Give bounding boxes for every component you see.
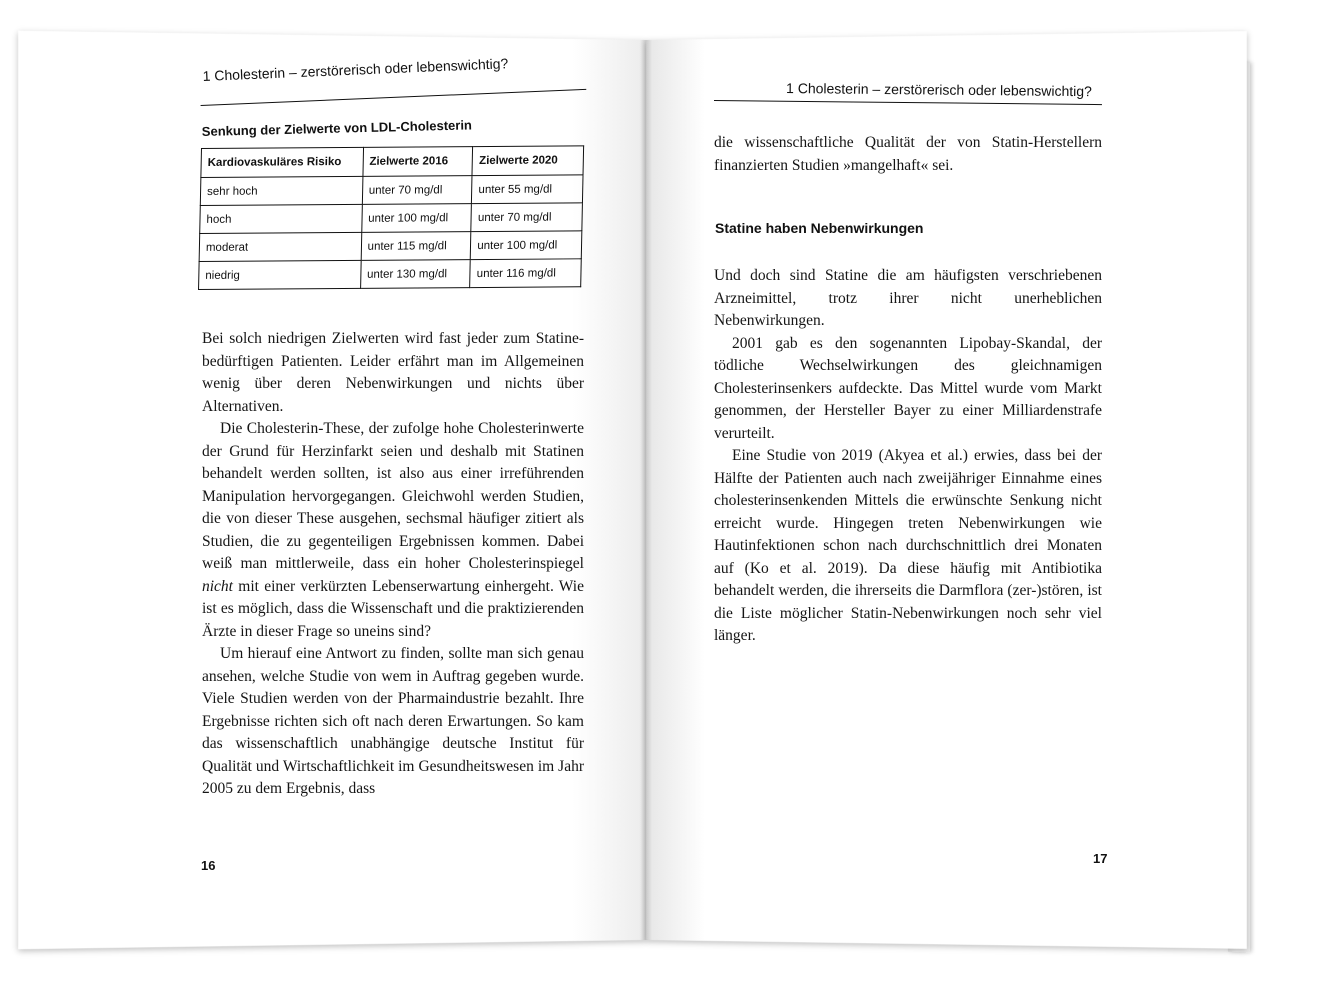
body-text-run: Die Cholesterin-These, der zufolge hohe Cholesterinwerte der Grund für Herzinfarkt seien und deshalb mit Statinen behandelt werden sollten, ist also aus einer irreführenden Manipulation hervorgegangen. Gleichwohl werden Studien, die von dieser These ausgehen, sechsmal häufiger zitiert als Studien, die zu gegenteiligen Ergebnissen kommen. Dabei weiß man mittlerweile, dass ein hoher Cholesterinspiegel	[202, 420, 584, 572]
table-header-cell: Zielwerte 2016	[363, 147, 473, 177]
right-body-text	[714, 265, 1102, 648]
body-paragraph: die wissenschaftliche Qualität der von Statin-Herstellern finanzierten Studien »mangelhaft« sei.	[714, 134, 1102, 174]
left-running-head: 1 Cholesterin – zerstörerisch oder lebenswichtig?	[202, 55, 509, 84]
body-paragraph	[202, 418, 584, 643]
table-cell: unter 70 mg/dl	[471, 203, 582, 232]
table-cell: unter 115 mg/dl	[361, 232, 471, 261]
table-row	[200, 175, 583, 206]
body-paragraph: Und doch sind Statine die am häufigsten verschriebenen Arzneimittel, trotz ihrer nicht unerheblichen Nebenwirkungen.	[714, 267, 1102, 329]
table-cell: hoch	[200, 204, 362, 233]
table-cell: moderat	[199, 232, 361, 261]
table-header-cell: Zielwerte 2020	[472, 146, 583, 176]
section-heading: Statine haben Nebenwirkungen	[715, 220, 924, 236]
table-caption: Senkung der Zielwerte von LDL-Cholesterin	[201, 117, 473, 139]
table-row	[200, 203, 583, 234]
table-cell: unter 100 mg/dl	[361, 204, 471, 233]
table-header-cell: Kardiovaskuläres Risiko	[201, 147, 363, 177]
emphasized-word: nicht	[202, 577, 233, 595]
right-running-head: 1 Cholesterin – zerstörerisch oder lebenswichtig?	[786, 80, 1092, 100]
table-cell: unter 55 mg/dl	[472, 175, 583, 204]
right-page-number: 17	[1093, 851, 1108, 866]
left-body-text	[202, 328, 584, 801]
table-row	[199, 259, 582, 290]
table-header-row	[201, 146, 584, 178]
table-cell: unter 116 mg/dl	[470, 259, 581, 288]
table-row	[199, 231, 582, 262]
table-cell: unter 130 mg/dl	[360, 260, 470, 289]
table-cell: unter 70 mg/dl	[362, 176, 472, 205]
body-text-run: mit einer verkürzten Lebenserwartung einhergeht. Wie ist es möglich, dass die Wissenschaft und die praktizierenden Ärzte in dieser Frage so uneins sind?	[202, 577, 584, 640]
body-paragraph: Um hierauf eine Antwort zu finden, sollte man sich genau ansehen, welche Studie von wem in Auftrag gegeben wurde. Viele Studien werden von der Pharmaindustrie bezahlt. Ihre Ergebnisse richten sich oft nach deren Erwartungen. So kam das wissenschaftlich unabhängige deutsche Institut für Qualität und Wirtschaftlichkeit im Gesundheitswesen im Jahr 2005 zu dem Ergebnis, dass	[202, 645, 584, 797]
table-cell: unter 100 mg/dl	[471, 231, 582, 260]
right-continuation-text	[714, 132, 1102, 177]
body-paragraph: 2001 gab es den sogenannten Lipobay-Skandal, der tödliche Wechselwirkungen des gleichnamigen Cholesterinsenkers aufdeckte. Das Mittel wurde vom Markt genommen, der Hersteller Bayer zu einer Milliardenstrafe verurteilt.	[714, 334, 1102, 442]
table-cell: sehr hoch	[200, 176, 362, 205]
body-paragraph: Eine Studie von 2019 (Akyea et al.) erwies, dass bei der Hälfte der Patienten auch nach zweijähriger Einnahme eines cholesterinsenkenden Mittels die erwünschte Senkung nicht erreicht wurde. Hingegen treten Nebenwirkungen wie Hautinfektionen schon nach durchschnittlich drei Monaten auf (Ko et al. 2019). Da diese häufig mit Antibiotika behandelt werden, die ihrerseits die Darmflora (zer-)stören, ist die Liste möglicher Statin-Nebenwirkungen noch sehr viel länger.	[714, 447, 1102, 644]
left-page-number: 16	[201, 858, 216, 873]
body-paragraph: Bei solch niedrigen Zielwerten wird fast jeder zum Statine-bedürftigen Patienten. Leider erfährt man im Allgemeinen wenig über deren Nebenwirkungen und nichts über Alternativen.	[202, 330, 584, 415]
ldl-target-table	[198, 145, 584, 290]
table-cell: niedrig	[199, 260, 361, 289]
book-gutter	[640, 40, 652, 940]
